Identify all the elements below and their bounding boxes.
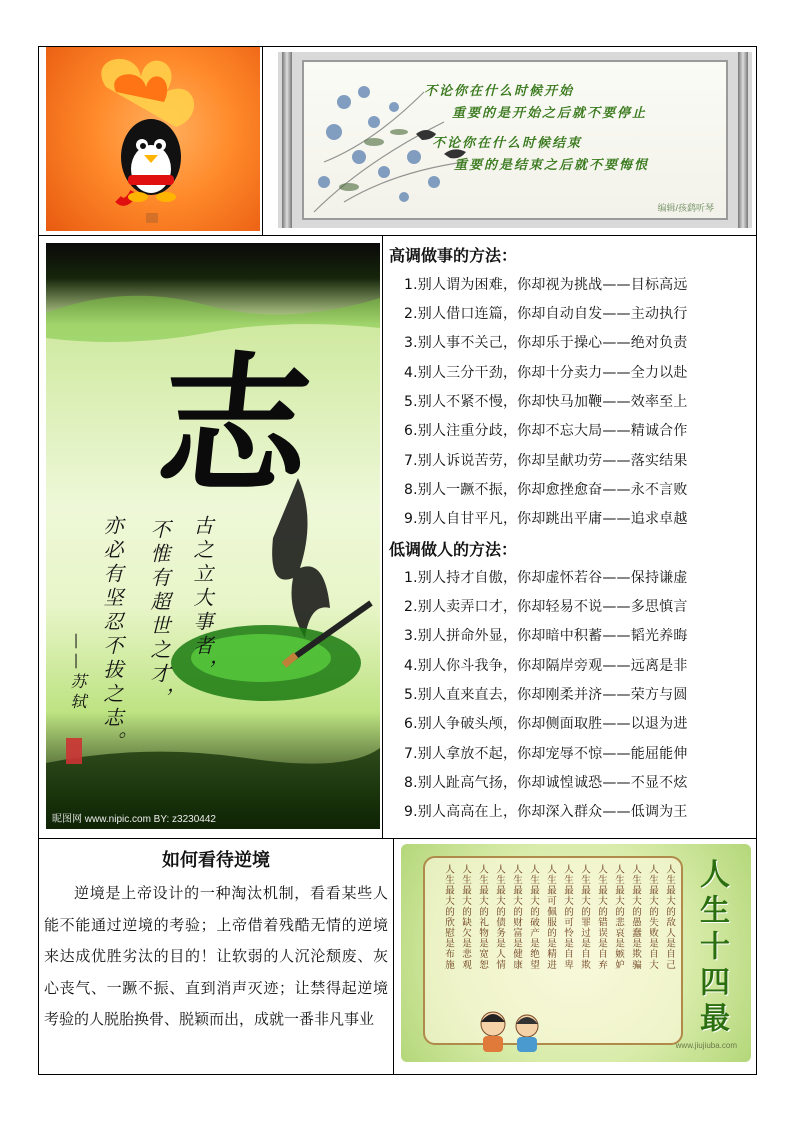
card-column: 人生最大的错误是自弃: [596, 864, 607, 970]
scroll-signature: 编辑/孩鹞听琴: [657, 203, 714, 213]
table-divider: [38, 838, 757, 839]
life-fourteen-card: [401, 844, 751, 1062]
list-item: 4.别人你斗我争，你却隔岸旁观——远离是非: [404, 658, 688, 674]
list-item: 7.别人拿放不起，你却宠辱不惊——能屈能伸: [404, 746, 688, 762]
scroll-roller: [738, 52, 748, 228]
cartoon-children-icon: [471, 1006, 551, 1056]
list-item: 7.别人诉说苦劳，你却呈献功劳——落实结果: [404, 453, 688, 469]
adversity-paragraph: 逆境是上帝设计的一种淘汰机制，看看某些人能不能通过逆境的考验；上帝借着残酷无情的逆境来达成优胜劣汰的目的！让软弱的人沉沦颓废、灰心丧气、一蹶不振、直到消声灭迹；让禁得起逆境考验的人脱胎换骨、脱颖而出，成就一番非凡事业: [44, 884, 388, 1028]
card-text-frame: [423, 856, 683, 1045]
poster-watermark: 昵图网 www.nipic.com BY: z3230442: [52, 814, 216, 825]
list-item: 5.别人不紧不慢，你却快马加鞭——效率至上: [404, 394, 688, 410]
list-item: 9.别人高高在上，你却深入群众——低调为王: [404, 804, 688, 820]
calligraphy-poster: [46, 243, 380, 829]
list-item: 2.别人卖弄口才，你却轻易不说——多思慎言: [404, 599, 688, 615]
card-column: 人生最大的缺欠是悲观: [460, 864, 471, 970]
poem-line-4: 重要的是结束之后就不要悔恨: [454, 157, 650, 172]
card-column: 人生最大的悲哀是嫉妒: [613, 864, 624, 970]
poster-quote-col-3: 亦必有坚忍不拔之志。: [100, 515, 124, 755]
poem-line-3: 不论你在什么时候结束: [432, 135, 583, 150]
card-title: 人生十四最: [694, 858, 729, 1038]
card-column: 人生最大的罪过是自欺: [579, 864, 590, 970]
list-item: 2.别人借口连篇，你却自动自发——主动执行: [404, 306, 688, 322]
card-column: 人生最大的破产是绝望: [528, 864, 539, 970]
card-column: 人生最可佩服的是精进: [545, 864, 556, 970]
poster-attribution: ——苏轼: [68, 633, 87, 713]
list-item: 9.别人自甘平凡，你却跳出平庸——追求卓越: [404, 511, 688, 527]
low-profile-title: 低调做人的方法：: [389, 540, 518, 559]
poem-scroll-image: [278, 52, 752, 228]
scroll-paper: [302, 60, 728, 220]
poster-quote-col-1: 古之立大事者，: [190, 515, 214, 683]
card-url: www.jiujiuba.com: [675, 1041, 737, 1050]
card-column: 人生最大的失败是自大: [647, 864, 658, 970]
flame-penguin-icon: [46, 47, 260, 231]
list-item: 3.别人事不关己，你却乐于操心——绝对负责: [404, 335, 688, 351]
list-item: 8.别人趾高气扬，你却诚惶诚恐——不显不炫: [404, 775, 688, 791]
list-item: 4.别人三分干劲，你却十分卖力——全力以赴: [404, 365, 688, 381]
poster-quote-col-2: 不惟有超世之才，: [147, 519, 171, 711]
scroll-roller: [282, 52, 292, 228]
list-item: 6.别人注重分歧，你却不忘大局——精诚合作: [404, 423, 688, 439]
table-divider: [262, 46, 263, 235]
zhi-character: 志: [150, 338, 319, 514]
list-item: 5.别人直来直去，你却刚柔并济——荣方与圆: [404, 687, 688, 703]
table-divider: [38, 235, 757, 236]
card-column: 人生最大的敌人是自己: [664, 864, 675, 970]
table-divider: [393, 838, 394, 1075]
poem-line-2: 重要的是开始之后就不要停止: [452, 105, 648, 120]
card-column: 人生最大的礼物是宽恕: [477, 864, 488, 970]
card-column: 人生最大的可怜是自卑: [562, 864, 573, 970]
card-column: 人生最大的债务是人情: [494, 864, 505, 970]
high-profile-title: 高调做事的方法：: [389, 246, 518, 265]
list-item: 1.别人持才自傲，你却虚怀若谷——保持谦虚: [404, 570, 688, 586]
card-column: 人生最大的欣慰是布施: [443, 864, 454, 970]
penguin-mascot-image: [46, 47, 260, 231]
card-column: 人生最大的财富是健康: [511, 864, 522, 970]
card-column: 人生最大的愚蠢是欺骗: [630, 864, 641, 970]
table-divider: [382, 235, 383, 838]
list-item: 1.别人谓为困难，你却视为挑战——目标高远: [404, 277, 688, 293]
list-item: 6.别人争破头颅，你却侧面取胜——以退为进: [404, 716, 688, 732]
poem-line-1: 不论你在什么时候开始: [424, 83, 575, 98]
adversity-title: 如何看待逆境: [162, 850, 270, 871]
list-item: 8.别人一蹶不振，你却愈挫愈奋——永不言败: [404, 482, 688, 498]
list-item: 3.别人拼命外显，你却暗中积蓄——韬光养晦: [404, 628, 688, 644]
